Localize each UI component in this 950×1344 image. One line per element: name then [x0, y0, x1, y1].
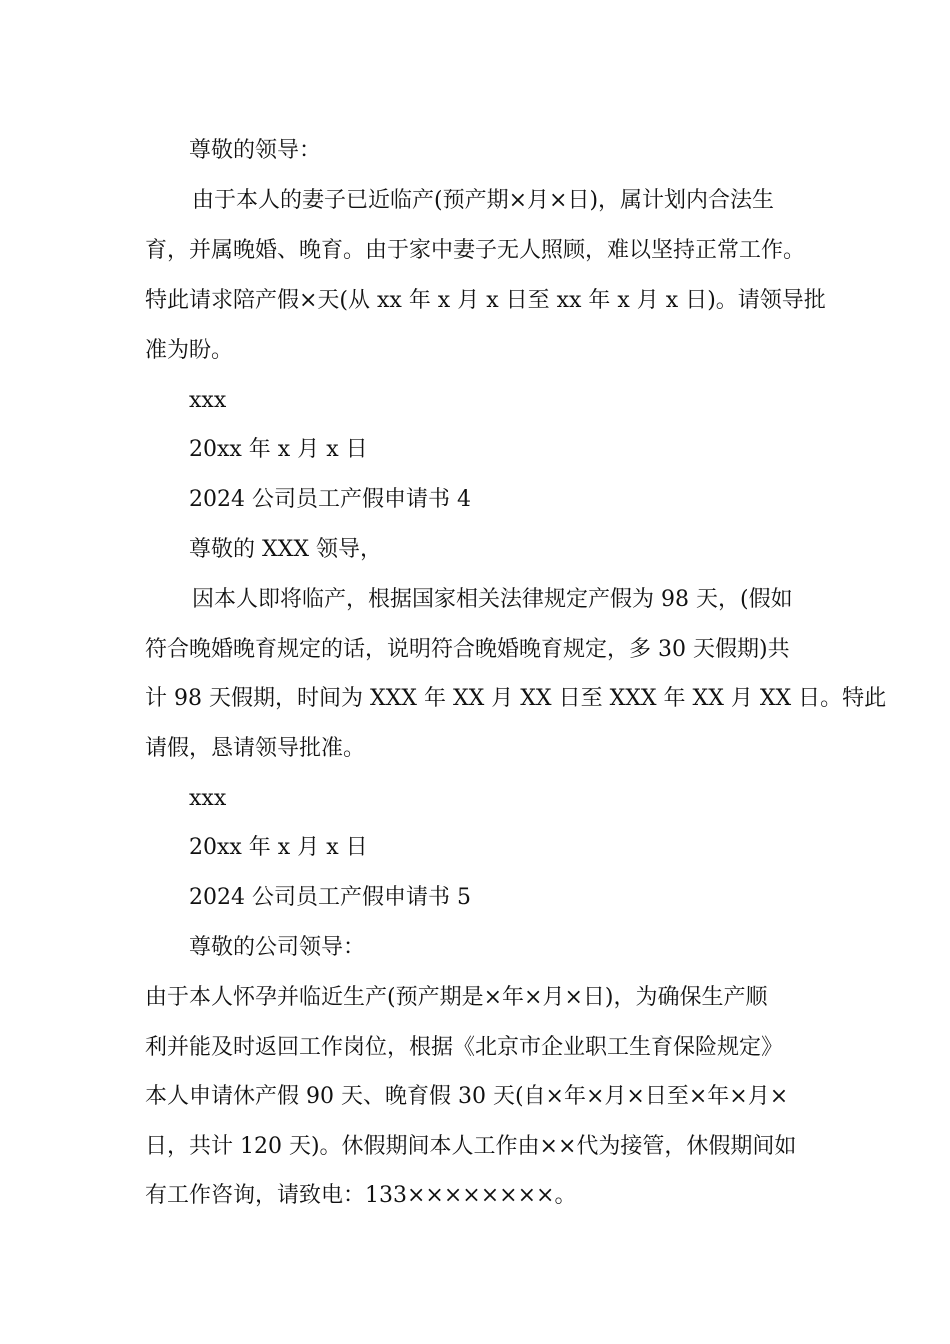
body-line: 准为盼。: [145, 338, 234, 363]
signature: xxx: [189, 388, 227, 413]
greeting: 尊敬的领导：: [189, 138, 322, 163]
body-line: 本人申请休产假 90 天、晚育假 30 天(自×年×月×日至×年×月×: [145, 1084, 789, 1109]
body-line: 利并能及时返回工作岗位，根据《北京市企业职工生育保险规定》: [145, 1035, 784, 1060]
body-line: 计 98 天假期，时间为 XXX 年 XX 月 XX 日至 XXX 年 XX 月 XX 日。特此: [145, 686, 887, 711]
section-title: 2024 公司员工产假申请书 4: [189, 487, 471, 512]
body-line: 由于本人怀孕并临近生产(预产期是×年×月×日)，为确保生产顺: [145, 985, 768, 1010]
date: 20xx 年 x 月 x 日: [189, 835, 368, 860]
body-line: 由于本人的妻子已近临产(预产期×月×日)，属计划内合法生: [192, 188, 775, 213]
body-line: 请假，恳请领导批准。: [145, 736, 366, 761]
signature: xxx: [189, 786, 227, 811]
body-line: 育，并属晚婚、晚育。由于家中妻子无人照顾，难以坚持正常工作。: [145, 238, 806, 263]
greeting: 尊敬的 XXX 领导，: [189, 537, 382, 562]
section-title: 2024 公司员工产假申请书 5: [189, 885, 471, 910]
body-line: 日，共计 120 天)。休假期间本人工作由××代为接管，休假期间如: [145, 1134, 797, 1159]
date: 20xx 年 x 月 x 日: [189, 437, 368, 462]
greeting: 尊敬的公司领导：: [189, 935, 366, 960]
body-line: 符合晚婚晚育规定的话，说明符合晚婚晚育规定，多 30 天假期)共: [145, 637, 790, 662]
body-line: 因本人即将临产，根据国家相关法律规定产假为 98 天，(假如: [192, 587, 793, 612]
body-line: 特此请求陪产假×天(从 xx 年 x 月 x 日至 xx 年 x 月 x 日)。请领导批: [145, 288, 826, 313]
body-line: 有工作咨询，请致电：133××××××××。: [145, 1183, 577, 1208]
